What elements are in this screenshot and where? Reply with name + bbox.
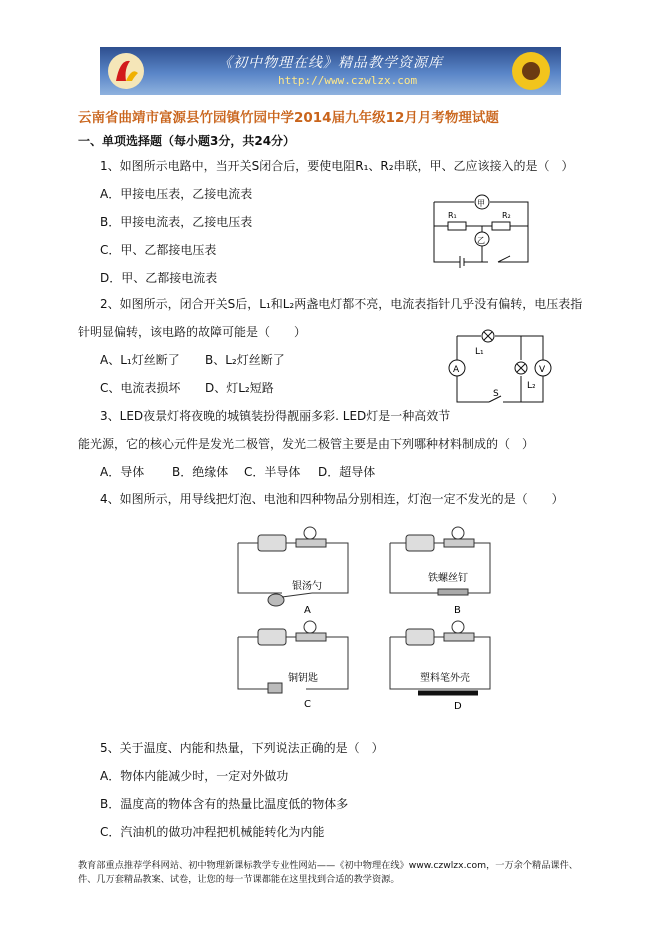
- question-1-option-d[interactable]: D．甲、乙都接电流表: [100, 271, 218, 285]
- banner-title: 《初中物理在线》精品教学资源库: [218, 55, 443, 71]
- sunflower-icon: [509, 49, 553, 93]
- document-title: 云南省曲靖市富源县竹园镇竹园中学2014届九年级12月月考物理试题: [78, 110, 499, 126]
- banner-url[interactable]: http://www.czwlzx.com: [278, 74, 418, 87]
- q2-l1-label: L₁: [475, 347, 484, 357]
- question-1-circuit-diagram: [428, 190, 538, 272]
- q4-item-d-label: 塑料笔外壳: [420, 673, 470, 684]
- q4-label-b: B: [454, 605, 461, 616]
- q1-r2-label: R₂: [502, 211, 511, 220]
- header-banner: [100, 47, 561, 95]
- question-1-option-a[interactable]: A．甲接电压表，乙接电流表: [100, 187, 253, 201]
- question-5-option-c[interactable]: C．汽油机的做功冲程把机械能转化为内能: [100, 825, 325, 839]
- q4-item-a-label: 银汤勺: [292, 581, 322, 592]
- question-3-stem-line1: 3、LED夜景灯将夜晚的城镇装扮得靓丽多彩. LED灯是一种高效节: [100, 409, 451, 423]
- question-1-option-b[interactable]: B．甲接电流表，乙接电压表: [100, 215, 253, 229]
- question-3-option-c[interactable]: C．半导体: [244, 465, 301, 479]
- question-4-circuits-figure: [228, 525, 498, 715]
- q4-item-c-label: 铜钥匙: [288, 673, 318, 684]
- q2-voltmeter-label: V: [539, 365, 546, 375]
- question-3-option-d[interactable]: D．超导体: [318, 465, 376, 479]
- footer-line-1: 教育部重点推荐学科网站、初中物理新课标教学专业性网站——《初中物理在线》www.czwlzx.com，一万余个精品课件、: [78, 860, 578, 871]
- q2-ammeter-label: A: [453, 365, 460, 375]
- question-3-stem-line2: 能光源，它的核心元件是发光二极管，发光二极管主要是由下列哪种材料制成的（ ）: [78, 437, 535, 451]
- question-2-option-c[interactable]: C、电流表损坏: [100, 381, 181, 395]
- q4-label-a: A: [304, 605, 311, 616]
- q1-meter-jia-label: 甲: [477, 199, 485, 208]
- q4-label-d: D: [454, 701, 462, 712]
- site-logo-icon: [106, 51, 146, 91]
- question-1-stem: 1、如图所示电路中，当开关S闭合后，要使电阻R₁、R₂串联，甲、乙应该接入的是（ ）: [100, 159, 574, 173]
- section-heading: 一、单项选择题（每小题3分，共24分）: [78, 134, 296, 148]
- question-2-stem-line2: 针明显偏转，该电路的故障可能是（ ）: [78, 325, 307, 339]
- question-5-option-a[interactable]: A．物体内能减少时，一定对外做功: [100, 769, 289, 783]
- question-5-option-b[interactable]: B．温度高的物体含有的热量比温度低的物体多: [100, 797, 349, 811]
- question-2-option-d[interactable]: D、灯L₂短路: [205, 381, 274, 395]
- question-2-option-b[interactable]: B、L₂灯丝断了: [205, 353, 285, 367]
- question-5-stem: 5、关于温度、内能和热量，下列说法正确的是（ ）: [100, 741, 384, 755]
- question-3-option-a[interactable]: A．导体: [100, 465, 145, 479]
- question-2-option-a[interactable]: A、L₁灯丝断了: [100, 353, 180, 367]
- question-1-option-c[interactable]: C．甲、乙都接电压表: [100, 243, 217, 257]
- question-4-stem: 4、如图所示，用导线把灯泡、电池和四种物品分别相连，灯泡一定不发光的是（ ）: [100, 492, 564, 506]
- q2-switch-label: S: [493, 389, 499, 399]
- question-2-circuit-diagram: [443, 326, 553, 408]
- q1-r1-label: R₁: [448, 211, 457, 220]
- q1-meter-yi-label: 乙: [477, 236, 485, 245]
- footer-line-2: 件、几万套精品教案、试卷，让您的每一节课都能在这里找到合适的教学资源。: [78, 874, 400, 885]
- q4-label-c: C: [304, 699, 311, 710]
- q4-item-b-label: 铁螺丝钉: [428, 573, 468, 584]
- question-2-stem-line1: 2、如图所示，闭合开关S后，L₁和L₂两盏电灯都不亮，电流表指针几乎没有偏转，电压表指: [100, 297, 583, 311]
- question-3-option-b[interactable]: B．绝缘体: [172, 465, 229, 479]
- q2-l2-label: L₂: [527, 381, 536, 391]
